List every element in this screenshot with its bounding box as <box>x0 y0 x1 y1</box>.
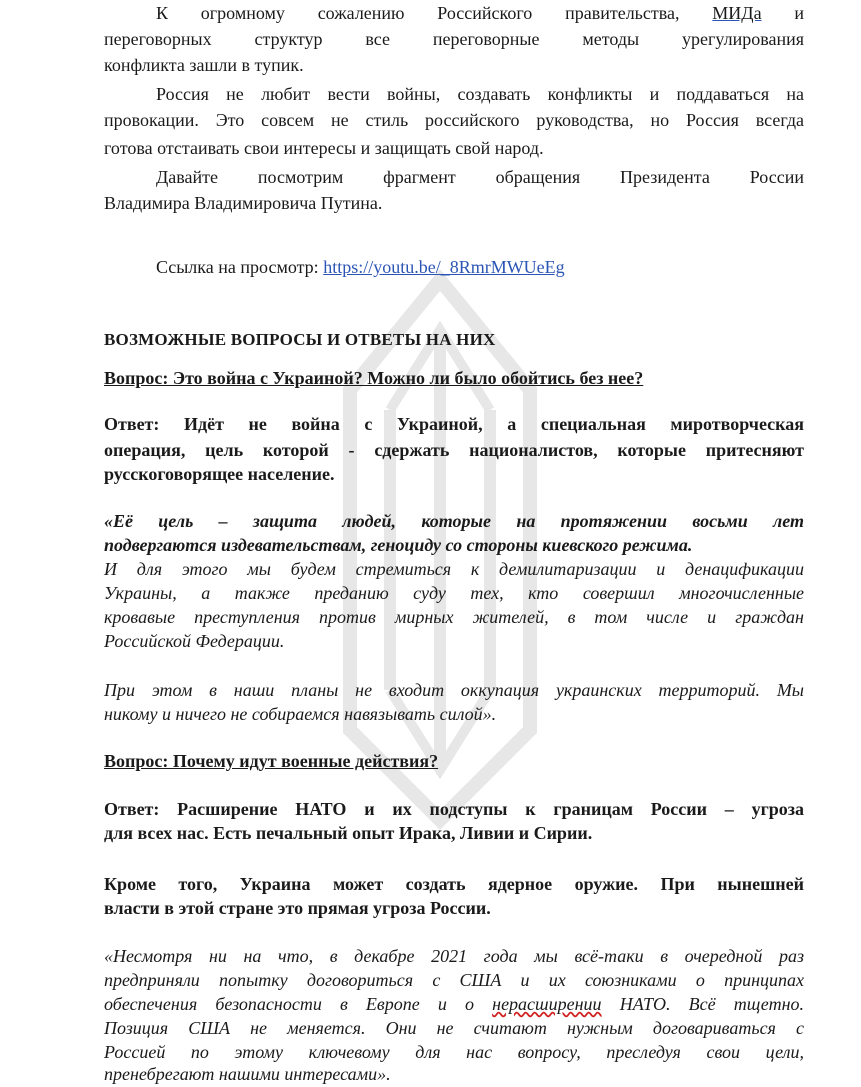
quote-line: обеспечения безопасности в Европе и о нерасширении НАТО. Всё тщетно. <box>104 994 804 1014</box>
paragraph-line: провокации. Это совсем не стиль российского руководства, но Россия всегда <box>104 110 804 130</box>
answer-line: Ответ: Идёт не война с Украиной, а специальная миротворческая <box>104 414 804 434</box>
paragraph-line: Кроме того, Украина может создать ядерное оружие. При нынешней <box>104 874 804 894</box>
quote-line: И для этого мы будем стремиться к демилитаризации и денацификации <box>104 559 804 579</box>
paragraph-line: Давайте посмотрим фрагмент обращения Президента России <box>156 167 804 187</box>
paragraph-line: власти в этой стране это прямая угроза России. <box>104 898 491 918</box>
answer-line: Ответ: Расширение НАТО и их подступы к границам России – угроза <box>104 799 804 819</box>
quote-line: пренебрегают нашими интересами». <box>104 1064 391 1084</box>
question-2: Вопрос: Почему идут военные действия? <box>104 751 439 771</box>
quote-line: предприняли попытку договориться с США и их союзниками о принципах <box>104 970 804 990</box>
quote-line: кровавые преступления против мирных жителей, в том числе и граждан <box>104 607 804 627</box>
paragraph-line: готова отстаивать свои интересы и защищать свой народ. <box>104 138 544 158</box>
quote-line: подвергаются издевательствам, геноциду со стороны киевского режима. <box>104 535 693 555</box>
mid-link-text: МИДа <box>712 3 762 23</box>
paragraph-line: конфликта зашли в тупик. <box>104 55 304 75</box>
answer-line: операция, цель которой - сдержать националистов, которые притесняют <box>104 440 804 460</box>
quote-line: «Её цель – защита людей, которые на протяжении восьми лет <box>104 511 804 531</box>
video-link-line: Ссылка на просмотр: https://youtu.be/_8RmrMWUeEg <box>156 257 565 277</box>
section-heading: ВОЗМОЖНЫЕ ВОПРОСЫ И ОТВЕТЫ НА НИХ <box>104 330 496 349</box>
answer-line: для всех нас. Есть печальный опыт Ирака, Ливии и Сирии. <box>104 823 593 843</box>
paragraph-line: переговорных структур все переговорные методы урегулирования <box>104 29 804 49</box>
quote-line: Россией по этому ключевому для нас вопросу, преследуя свои цели, <box>104 1042 804 1062</box>
quote-line: «Несмотря ни на что, в декабре 2021 года мы всё-таки в очередной раз <box>104 946 804 966</box>
paragraph-line: К огромному сожалению Российского правительства, МИДа и <box>156 3 804 23</box>
spellcheck-word: нерасширении <box>492 994 602 1014</box>
quote-line: никому и ничего не собираемся навязывать силой». <box>104 704 497 724</box>
paragraph-line: Владимира Владимировича Путина. <box>104 193 383 213</box>
quote-line: Украины, а также преданию суду тех, кто совершил многочисленные <box>104 583 804 603</box>
answer-line: русскоговорящее население. <box>104 464 335 484</box>
video-link[interactable]: https://youtu.be/_8RmrMWUeEg <box>323 257 565 277</box>
quote-line: Российской Федерации. <box>104 631 285 651</box>
quote-line: При этом в наши планы не входит оккупация украинских территорий. Мы <box>104 680 804 700</box>
quote-line: Позиция США не меняется. Они не считают нужным договариваться с <box>104 1018 804 1038</box>
question-1: Вопрос: Это война с Украиной? Можно ли было обойтись без нее? <box>104 368 644 388</box>
paragraph-line: Россия не любит вести войны, создавать конфликты и поддаваться на <box>156 84 804 104</box>
